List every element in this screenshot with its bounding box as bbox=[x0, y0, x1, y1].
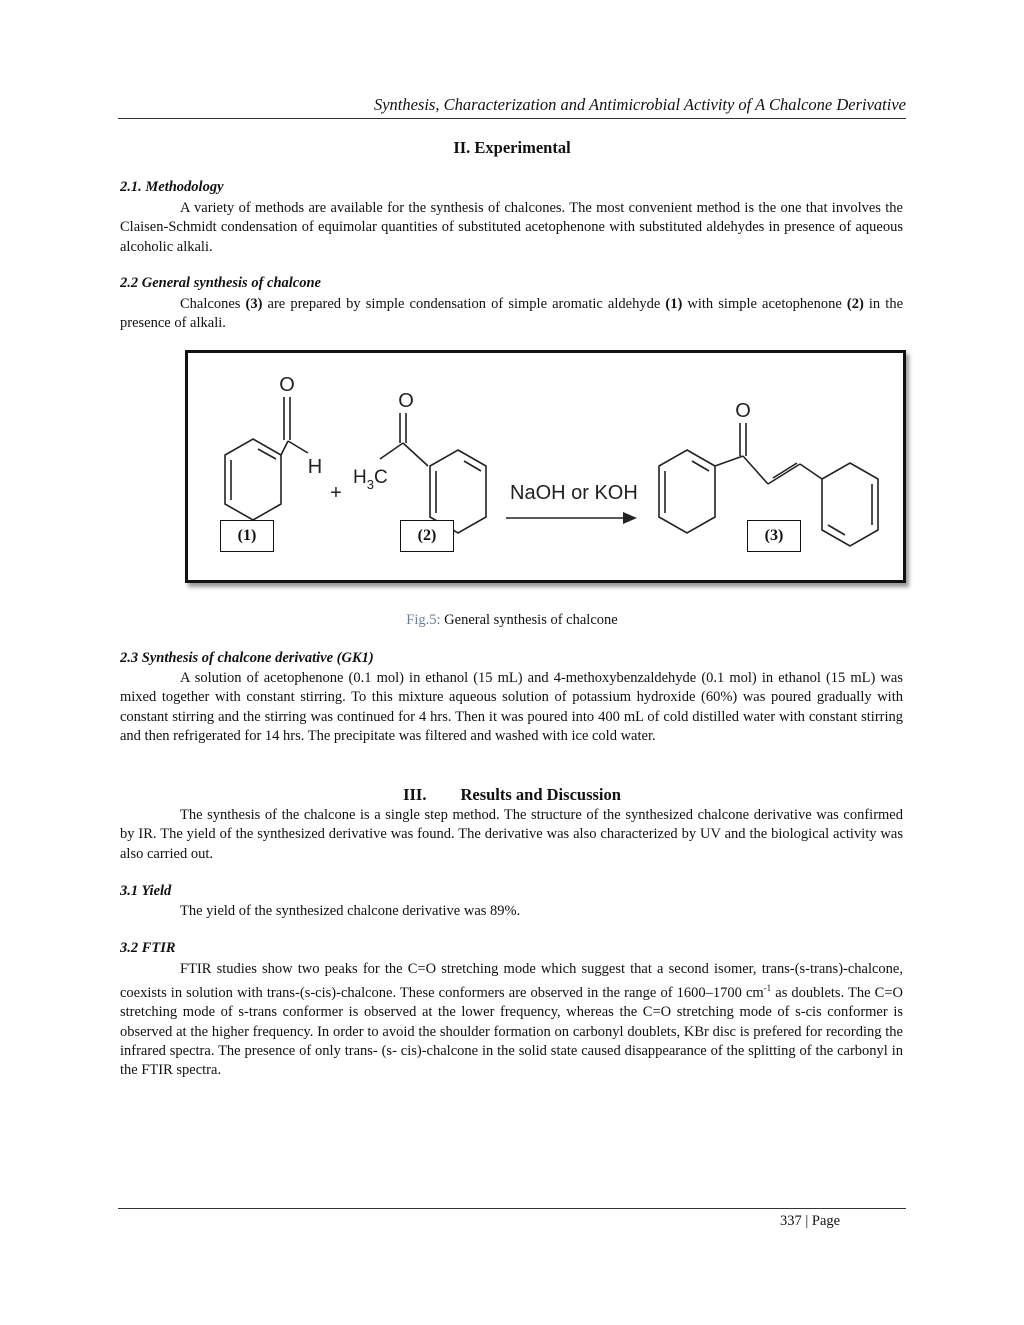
section-title-experimental: II. Experimental bbox=[453, 138, 571, 157]
figure-caption: Fig.5: General synthesis of chalcone bbox=[406, 612, 618, 628]
header-rule bbox=[118, 118, 906, 119]
oxygen-label-3: O bbox=[735, 400, 751, 422]
page-number: 337 | Page bbox=[780, 1213, 841, 1229]
paragraph-ftir: FTIR studies show two peaks for the C=O stretching mode which suggest that a second isomer, trans-(s-trans)-chalcone, coexists in solution with trans-(s-cis)-chalcone. These conformers are observed in the range of 1600–1700 $cm^{-1}$ as doublets. The C=O stretching mode of s-trans conformer is observed at the lower frequency, whereas the C=O stretching mode of s-cis conformer is observed at the higher frequency. In order to avoid the shoulder formation on carbonyl doublets, KBr disc is prefered for recording the infrared spectra. The presence of only trans- (s- cis)-chalcone in the solid state caused disappearance of the splitting of the carbonyl in the FTIR spectra. bbox=[120, 961, 903, 1079]
reaction-scheme-figure bbox=[185, 350, 906, 583]
section-title-results: III. Results and Discussion bbox=[403, 785, 621, 804]
heading-yield: 3.1 Yield bbox=[120, 883, 172, 899]
oxygen-label-2: O bbox=[398, 390, 414, 412]
paragraph-results: The synthesis of the chalcone is a single step method. The structure of the synthesized chalcone derivative was confirmed by IR. The yield of the synthesized derivative was found. The derivative was also characterized by UV and the biological activity was also carried out. bbox=[120, 807, 903, 862]
footer-rule bbox=[118, 1208, 906, 1209]
compound-label-1: (1) bbox=[220, 520, 274, 552]
paragraph-chalcone-derivative: A solution of acetophenone (0.1 mol) in ethanol (15 mL) and 4-methoxybenzaldehyde (0.1 mol) in ethanol (15 mL) was mixed together with constant stirring. To this mixture aqueous solution of potassium hydroxide (60%) was poured gradually with constant stirring and the stirring was continued for 4 hrs. Then it was poured into 400 mL of cold distilled water with constant stirring and then refrigerated for 14 hrs. The precipitate was filtered and washed with ice cold water. bbox=[120, 670, 903, 744]
reagent-label: NaOH or KOH bbox=[510, 482, 638, 504]
heading-chalcone-derivative: 2.3 Synthesis of chalcone derivative (GK1) bbox=[120, 650, 374, 666]
running-title: Synthesis, Characterization and Antimicrobial Activity of A Chalcone Derivative bbox=[373, 95, 906, 114]
heading-general-synthesis: 2.2 General synthesis of chalcone bbox=[120, 275, 321, 291]
heading-ftir: 3.2 FTIR bbox=[120, 940, 176, 956]
paragraph-yield: The yield of the synthesized chalcone derivative was 89%. bbox=[180, 903, 521, 919]
heading-methodology: 2.1. Methodology bbox=[120, 179, 224, 195]
oxygen-label-1: O bbox=[279, 374, 295, 396]
hydrogen-label: H bbox=[307, 456, 323, 478]
compound-label-3: (3) bbox=[747, 520, 801, 552]
methyl-group-label: $H_3C$ bbox=[353, 467, 388, 492]
paragraph-methodology: A variety of methods are available for the synthesis of chalcones. The most convenient method is the one that involves the Claisen-Schmidt condensation of equimolar quantities of substituted acetophenone with substituted aldehydes in presence of aqueous alcoholic alkali. bbox=[120, 200, 903, 255]
compound-label-2: (2) bbox=[400, 520, 454, 552]
paragraph-general-synthesis: Chalcones (3) are prepared by simple condensation of simple aromatic aldehyde (1) with simple acetophenone (2) in the presence of alkali. bbox=[120, 296, 903, 332]
plus-sign: + bbox=[330, 482, 342, 504]
